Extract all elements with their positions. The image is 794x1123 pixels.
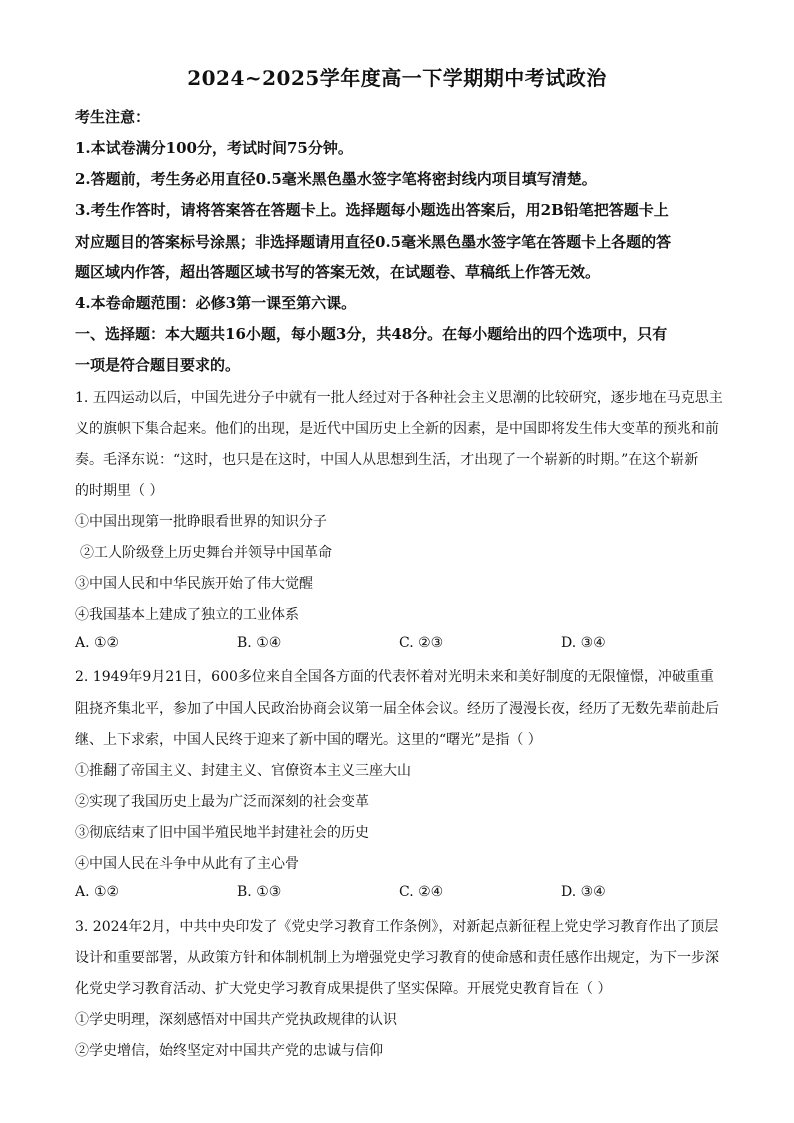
q2-option-b: B. ①③ bbox=[237, 884, 282, 900]
q1-statement-4: ④我国基本上建成了独立的工业体系 bbox=[75, 607, 299, 623]
notice-item-1: 1.本试卷满分100分，考试时间75分钟。 bbox=[75, 139, 353, 157]
notice-item-4: 4.本卷命题范围：必修3第一课至第六课。 bbox=[75, 294, 357, 312]
q3-stem-line-1: 3. 2024年2月，中共中央印发了《党史学习教育工作条例》，对新起点新征程上党史学习教育作出了顶层 bbox=[75, 919, 719, 935]
notice-item-3-line-2: 对应题目的答案标号涂黑；非选择题请用直径0.5毫米黑色墨水签字笔在答题卡上各题的答 bbox=[75, 233, 672, 251]
q3-stem-line-2: 设计和重要部署，从政策方针和体制机制上为增强党史学习教育的使命感和责任感作出规定，为下一步深 bbox=[75, 950, 719, 966]
q2-statement-2: ②实现了我国历史上最为广泛而深刻的社会变革 bbox=[75, 794, 369, 810]
q1-stem-line-4: 的时期里（ ） bbox=[75, 483, 164, 499]
q3-statement-1: ①学史明理，深刻感悟对中国共产党执政规律的认识 bbox=[75, 1012, 397, 1028]
q1-statement-1: ①中国出现第一批睁眼看世界的知识分子 bbox=[75, 514, 327, 530]
q3-statement-2: ②学史增信，始终坚定对中国共产党的忠诚与信仰 bbox=[75, 1043, 383, 1059]
q1-stem-line-3: 奏。毛泽东说：“这时，也只是在这时，中国人从思想到生活，才出现了一个崭新的时期。”在这个崭新 bbox=[75, 452, 699, 468]
q2-stem-line-1: 2. 1949年9月21日，600多位来自全国各方面的代表怀着对光明未来和美好制度的无限憧憬，冲破重重 bbox=[75, 669, 714, 685]
section-heading-line-1: 一、选择题：本大题共16小题，每小题3分，共48分。在每小题给出的四个选项中，只有 bbox=[75, 325, 668, 343]
notice-item-3-line-3: 题区域内作答，超出答题区域书写的答案无效，在试题卷、草稿纸上作答无效。 bbox=[75, 263, 601, 281]
q1-option-a: A. ①② bbox=[75, 635, 120, 651]
q2-stem-line-2: 阻挠齐集北平，参加了中国人民政治协商会议第一届全体会议。经历了漫漫长夜，经历了无数先辈前赴后 bbox=[75, 701, 719, 717]
q2-option-a: A. ①② bbox=[75, 884, 120, 900]
q2-statement-3: ③彻底结束了旧中国半殖民地半封建社会的历史 bbox=[75, 825, 369, 841]
q2-option-d: D. ③④ bbox=[561, 884, 606, 900]
q1-option-b: B. ①④ bbox=[237, 635, 282, 651]
section-heading-line-2: 一项是符合题目要求的。 bbox=[75, 356, 241, 374]
q2-stem-line-3: 继、上下求索，中国人民终于迎来了新中国的曙光。这里的“曙光”是指（ ） bbox=[75, 732, 542, 748]
q2-statement-4: ④中国人民在斗争中从此有了主心骨 bbox=[75, 856, 299, 872]
notice-item-2: 2.答题前，考生务必用直径0.5毫米黑色墨水签字笔将密封线内项目填写清楚。 bbox=[75, 170, 597, 188]
q3-stem-line-3: 化党史学习教育活动、扩大党史学习教育成果提供了坚实保障。开展党史教育旨在（ ） bbox=[75, 981, 612, 997]
q2-option-c: C. ②④ bbox=[399, 884, 444, 900]
exam-title: 2024~2025学年度高一下学期期中考试政治 bbox=[187, 66, 607, 90]
q1-statement-3: ③中国人民和中华民族开始了伟大觉醒 bbox=[75, 576, 313, 592]
q1-statement-2: ②工人阶级登上历史舞台并领导中国革命 bbox=[80, 545, 332, 561]
notice-item-3-line-1: 3.考生作答时，请将答案答在答题卡上。选择题每小题选出答案后，用2B铅笔把答题卡上 bbox=[75, 201, 669, 219]
q1-option-d: D. ③④ bbox=[561, 635, 606, 651]
q1-option-c: C. ②③ bbox=[399, 635, 444, 651]
q1-stem-line-1: 1. 五四运动以后，中国先进分子中就有一批人经过对于各种社会主义思潮的比较研究，逐步地在马克思主 bbox=[75, 390, 723, 406]
q1-stem-line-2: 义的旗帜下集合起来。他们的出现，是近代中国历史上全新的因素，是中国即将发生伟大变革的预兆和前 bbox=[75, 421, 719, 437]
notice-heading: 考生注意： bbox=[75, 108, 151, 126]
q2-statement-1: ①推翻了帝国主义、封建主义、官僚资本主义三座大山 bbox=[75, 763, 411, 779]
